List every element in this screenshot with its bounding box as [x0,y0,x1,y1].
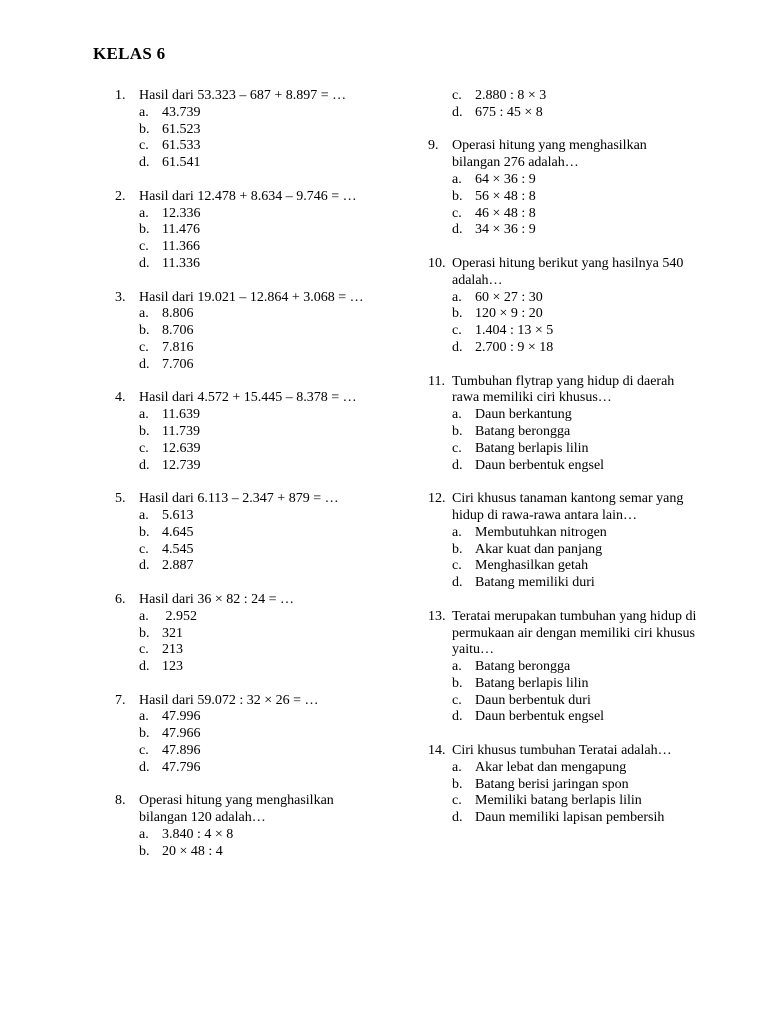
question-text: Hasil dari 4.572 + 15.445 – 8.378 = … [139,390,357,406]
option-text: 61.541 [162,155,201,171]
option-letter: d. [452,709,463,725]
option-letter: b. [452,306,463,322]
question-6 [115,592,375,676]
option-letter: c. [139,339,149,355]
option-letter: d. [139,659,150,675]
option-a [115,709,375,726]
option-text: 12.639 [162,440,201,456]
option-text: 3.840 : 4 × 8 [162,827,234,843]
question-text: Ciri khusus tumbuhan Teratai adalah… [452,743,672,759]
option-b [115,222,375,239]
option-text: 8.806 [162,306,194,322]
option-d [428,458,698,475]
option-text: 47.996 [162,709,201,725]
option-letter: d. [452,810,463,826]
option-text: 2.880 : 8 × 3 [475,88,547,103]
option-text: 12.336 [162,205,201,221]
option-c [428,441,698,458]
option-c [115,138,375,155]
option-b [428,306,698,323]
option-text: 20 × 48 : 4 [162,843,223,859]
question-7 [115,693,375,777]
option-c [115,340,375,357]
option-letter: c. [452,558,462,574]
option-letter: d. [139,457,150,473]
question-5 [115,491,375,575]
option-letter: b. [139,423,150,439]
question-1 [115,88,375,172]
option-text: Daun berbentuk engsel [475,457,605,473]
option-text: Daun berkantung [475,407,572,423]
option-letter: b. [452,188,463,204]
option-text: Menghasilkan getah [475,558,589,574]
question-text: Operasi hitung yang menghasilkan bilangan 276 adalah… [452,138,647,171]
option-text: 47.966 [162,726,201,742]
option-d [115,659,375,676]
option-letter: a. [452,524,462,540]
option-letter: b. [452,675,463,691]
question-text: Hasil dari 59.072 : 32 × 26 = … [139,692,319,708]
option-letter: d. [452,104,463,120]
option-letter: a. [452,171,462,187]
question-number: 13. [428,608,446,624]
option-text: 213 [162,642,183,658]
option-letter: d. [139,155,150,171]
option-letter: b. [139,843,150,859]
option-a [115,206,375,223]
option-d [428,709,698,726]
option-c [115,542,375,559]
option-c [115,743,375,760]
option-text: Batang berongga [475,423,571,439]
option-a [428,290,698,307]
option-text: 120 × 9 : 20 [475,306,543,322]
option-letter: c. [452,793,462,809]
option-text: 47.796 [162,759,201,775]
option-letter: d. [139,356,150,372]
option-text: 64 × 36 : 9 [475,171,536,187]
question-text: Ciri khusus tanaman kantong semar yang hidup di rawa-rawa antara lain… [452,491,684,523]
option-a [115,407,375,424]
option-d [115,357,375,374]
option-text: 12.739 [162,457,201,473]
option-b [428,542,698,559]
option-letter: d. [452,339,463,355]
option-letter: b. [139,323,150,339]
question-8 [115,793,375,860]
question-13 [428,609,698,727]
option-c [428,793,698,810]
page-title: KELAS 6 [93,44,166,63]
option-text: Daun memiliki lapisan pembersih [475,810,665,826]
option-d [115,760,375,777]
question-number: 2. [115,188,126,204]
option-a [428,407,698,424]
option-text: Membutuhkan nitrogen [475,524,607,540]
question-number: 3. [115,289,126,305]
option-letter: b. [139,625,150,641]
question-4 [115,390,375,474]
option-letter: c. [452,692,462,708]
option-letter: b. [139,524,150,540]
question-text: Hasil dari 12.478 + 8.634 – 9.746 = … [139,188,357,204]
option-letter: d. [139,255,150,271]
question-number: 7. [115,692,126,708]
option-c [428,206,698,223]
option-text: Batang memiliki duri [475,575,595,591]
option-d [428,575,698,592]
option-d [115,256,375,273]
option-a [115,306,375,323]
option-text: 60 × 27 : 30 [475,289,543,305]
option-letter: a. [452,759,462,775]
option-a [115,609,375,626]
option-letter: a. [452,659,462,675]
option-text: Batang berisi jaringan spon [475,776,629,792]
question-3 [115,290,375,374]
question-text: Hasil dari 19.021 – 12.864 + 3.068 = … [139,289,364,305]
question-text: Hasil dari 36 × 82 : 24 = … [139,591,294,607]
option-d [115,155,375,172]
option-a [428,525,698,542]
question-number: 6. [115,591,126,607]
option-d [428,810,698,827]
option-text: Batang berlapis lilin [475,440,589,456]
left-column [115,88,375,861]
option-text: Memiliki batang berlapis lilin [475,793,642,809]
option-text: 7.816 [162,339,194,355]
option-text: 2.700 : 9 × 18 [475,339,554,355]
question-text: Hasil dari 53.323 – 687 + 8.897 = … [139,88,347,103]
option-b [428,189,698,206]
option-text: Daun berbentuk engsel [475,709,605,725]
option-d [115,458,375,475]
question-number: 12. [428,491,446,507]
option-text: 47.896 [162,743,201,759]
option-text: Akar kuat dan panjang [475,541,603,557]
option-letter: b. [139,121,150,137]
option-text: 11.476 [162,222,200,238]
option-b [428,777,698,794]
question-number: 11. [428,373,445,389]
option-text: 2.952 [162,608,197,624]
option-text: 11.739 [162,423,200,439]
question-number: 9. [428,138,439,154]
question-text: Tumbuhan flytrap yang hidup di daerah rawa memiliki ciri khusus… [452,373,675,406]
option-b [115,122,375,139]
option-letter: a. [139,709,149,725]
option-text: 46 × 48 : 8 [475,205,536,221]
option-letter: c. [452,88,462,103]
option-b [115,525,375,542]
option-text: 675 : 45 × 8 [475,104,543,120]
option-b [428,676,698,693]
option-letter: c. [139,440,149,456]
option-letter: d. [139,759,150,775]
option-letter: d. [452,575,463,591]
option-letter: c. [452,323,462,339]
question-text: Operasi hitung yang menghasilkan bilangan 120 adalah… [139,793,334,826]
option-text: 11.336 [162,255,200,271]
option-c [115,239,375,256]
option-text: Daun berbentuk duri [475,692,591,708]
option-text: 123 [162,659,183,675]
option-letter: c. [139,743,149,759]
question-number: 10. [428,255,446,271]
option-text: 4.645 [162,524,194,540]
option-letter: a. [452,407,462,423]
option-text: 321 [162,625,183,641]
option-letter: d. [139,558,150,574]
option-text: Batang berlapis lilin [475,675,589,691]
question-number: 5. [115,491,126,507]
question-14 [428,743,698,827]
option-c [115,642,375,659]
option-a [428,760,698,777]
question-text: Operasi hitung berikut yang hasilnya 540 adalah… [452,255,684,288]
option-text: 1.404 : 13 × 5 [475,323,554,339]
option-text: 43.739 [162,104,201,120]
option-a [428,172,698,189]
option-letter: c. [139,138,149,154]
option-letter: a. [139,104,149,120]
question-10 [428,256,698,357]
question-2 [115,189,375,273]
option-c [428,558,698,575]
option-text: 2.887 [162,558,194,574]
question-12 [428,491,698,592]
option-letter: b. [452,423,463,439]
option-letter: a. [139,507,149,523]
option-a [115,827,375,844]
option-c [428,88,698,105]
option-letter: b. [452,776,463,792]
option-a [115,508,375,525]
question-number: 4. [115,390,126,406]
right-column [428,88,698,827]
option-d [115,558,375,575]
option-letter: a. [139,205,149,221]
option-letter: c. [452,205,462,221]
option-text: 4.545 [162,541,194,557]
option-b [115,726,375,743]
option-a [428,659,698,676]
option-c [428,693,698,710]
option-letter: a. [139,306,149,322]
option-text: 56 × 48 : 8 [475,188,536,204]
option-d [428,105,698,122]
option-letter: a. [139,608,149,624]
option-a [115,105,375,122]
option-text: 61.533 [162,138,201,154]
option-b [115,424,375,441]
option-letter: a. [452,289,462,305]
option-text: 61.523 [162,121,201,137]
option-letter: c. [139,541,149,557]
question-8-continued [428,88,698,122]
option-text: Akar lebat dan mengapung [475,759,627,775]
option-text: 8.706 [162,323,194,339]
option-letter: b. [452,541,463,557]
question-text: Hasil dari 6.113 – 2.347 + 879 = … [139,491,339,507]
option-b [115,323,375,340]
option-letter: c. [139,642,149,658]
option-b [115,844,375,861]
option-letter: a. [139,407,149,423]
question-number: 8. [115,793,126,809]
option-text: 34 × 36 : 9 [475,222,536,238]
option-d [428,340,698,357]
option-text: 11.366 [162,239,200,255]
option-letter: a. [139,827,149,843]
option-text: Batang berongga [475,659,571,675]
option-letter: c. [452,440,462,456]
question-11 [428,374,698,475]
option-letter: d. [452,457,463,473]
option-d [428,222,698,239]
option-letter: b. [139,222,150,238]
option-letter: d. [452,222,463,238]
option-text: 11.639 [162,407,200,423]
option-b [115,626,375,643]
option-letter: c. [139,239,149,255]
question-9 [428,138,698,239]
question-number: 14. [428,743,446,759]
question-number: 1. [115,88,126,103]
option-c [115,441,375,458]
option-text: 5.613 [162,507,194,523]
option-text: 7.706 [162,356,194,372]
option-letter: b. [139,726,150,742]
option-c [428,323,698,340]
option-b [428,424,698,441]
question-text: Teratai merupakan tumbuhan yang hidup di permukaan air dengan memiliki ciri khusus yaitu… [452,608,697,658]
